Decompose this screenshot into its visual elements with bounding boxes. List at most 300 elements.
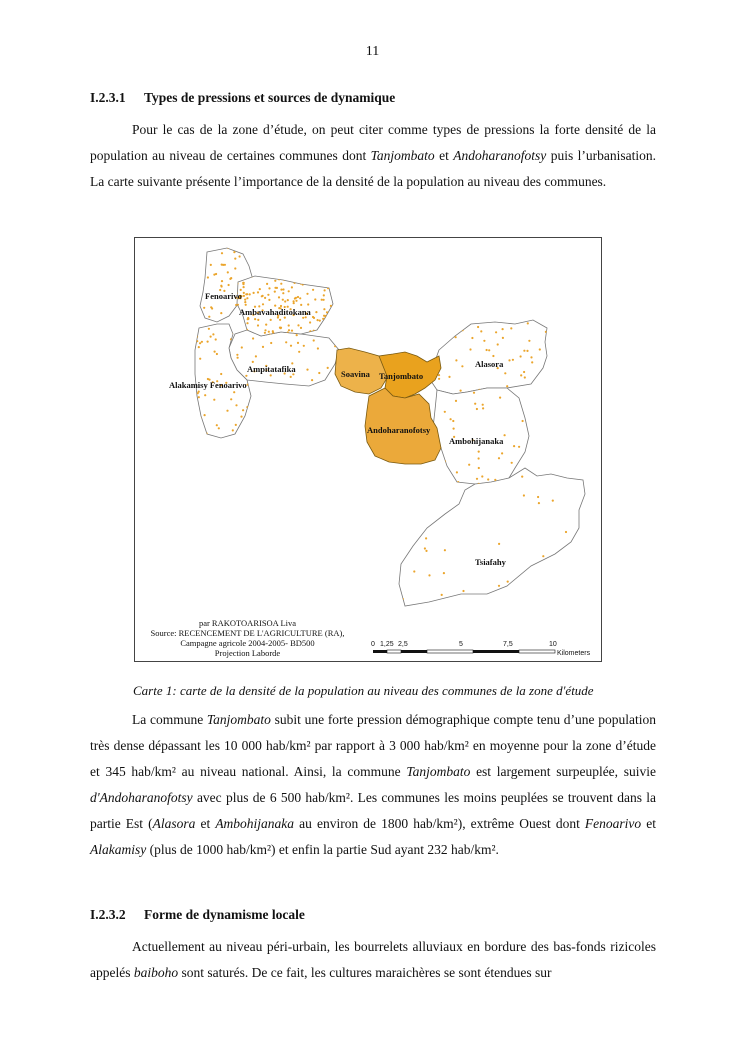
population-dot <box>323 294 325 296</box>
population-dot <box>243 295 245 297</box>
population-dot <box>253 292 255 294</box>
population-dot <box>210 321 212 323</box>
population-dot <box>443 572 445 574</box>
population-dot <box>497 343 499 345</box>
population-dot <box>245 375 247 377</box>
population-dot <box>440 477 442 479</box>
population-dot <box>444 411 446 413</box>
label-andoharanofotsy: Andoharanofotsy <box>367 425 431 435</box>
population-dot <box>254 318 256 320</box>
population-dot <box>278 296 280 298</box>
population-dot <box>300 327 302 329</box>
population-dot <box>312 289 314 291</box>
population-dot <box>270 374 272 376</box>
population-dot <box>429 334 431 336</box>
population-dot <box>331 307 333 309</box>
population-dot <box>282 288 284 290</box>
population-dot <box>296 279 298 281</box>
population-dot <box>528 340 530 342</box>
population-dot <box>311 278 313 280</box>
population-dot <box>506 385 508 387</box>
population-dot <box>306 369 308 371</box>
population-dot <box>322 333 324 335</box>
population-dot <box>425 550 427 552</box>
population-dot <box>424 547 426 549</box>
population-dot <box>233 391 235 393</box>
population-dot <box>529 387 531 389</box>
population-dot <box>482 407 484 409</box>
population-dot <box>511 462 513 464</box>
population-dot <box>460 321 462 323</box>
scale-tick-0: 0 <box>371 641 375 648</box>
population-dot <box>507 581 509 583</box>
population-dot <box>202 263 204 265</box>
population-dot <box>334 327 336 329</box>
population-dot <box>264 329 266 331</box>
population-dot <box>469 348 471 350</box>
population-dot <box>297 324 299 326</box>
population-dot <box>307 303 309 305</box>
population-dot <box>527 386 529 388</box>
population-dot <box>205 249 207 251</box>
population-dot <box>276 287 278 289</box>
population-dot <box>227 321 229 323</box>
population-dot <box>283 276 285 278</box>
population-dot <box>476 478 478 480</box>
population-dot <box>438 374 440 376</box>
population-dot <box>438 342 440 344</box>
population-dot <box>264 332 266 334</box>
population-dot <box>220 312 222 314</box>
population-dot <box>288 324 290 326</box>
population-dot <box>318 372 320 374</box>
population-dot <box>455 359 457 361</box>
population-dot <box>285 341 287 343</box>
population-dot <box>483 340 485 342</box>
label-ampitatafika: Ampitatafika <box>247 364 296 374</box>
population-dot <box>262 303 264 305</box>
population-dot <box>280 327 282 329</box>
population-dot <box>244 301 246 303</box>
label-ambohijanaka: Ambohijanaka <box>449 436 504 446</box>
population-dot <box>571 601 573 603</box>
population-dot <box>478 467 480 469</box>
population-dot <box>409 496 411 498</box>
section-title: Forme de dynamisme locale <box>144 907 305 922</box>
population-dot <box>517 467 519 469</box>
population-dot <box>300 304 302 306</box>
population-dot <box>324 279 326 281</box>
population-dot <box>297 296 299 298</box>
population-dot <box>315 311 317 313</box>
label-ambavahaditokana: Ambavahaditokana <box>239 307 311 317</box>
italic-term: Andoharanofotsy <box>453 148 547 163</box>
population-dot <box>317 347 319 349</box>
population-dot <box>510 327 512 329</box>
population-dot <box>323 332 325 334</box>
population-dot <box>456 471 458 473</box>
density-map <box>134 237 602 662</box>
population-dot <box>255 355 257 357</box>
population-dot <box>542 376 544 378</box>
population-dot <box>233 251 235 253</box>
label-fenoarivo: Fenoarivo <box>205 291 242 301</box>
population-dot <box>321 299 323 301</box>
population-dot <box>299 297 301 299</box>
population-dot <box>501 452 503 454</box>
population-dot <box>495 331 497 333</box>
population-dot <box>524 376 526 378</box>
population-dot <box>313 281 315 283</box>
population-dot <box>565 531 567 533</box>
population-dot <box>523 350 525 352</box>
population-dot <box>287 299 289 301</box>
population-dot <box>313 339 315 341</box>
population-dot <box>199 358 201 360</box>
commune-ampitatafika <box>229 330 339 386</box>
italic-term: baiboho <box>133 965 179 980</box>
population-dot <box>477 326 479 328</box>
population-dot <box>204 394 206 396</box>
population-dot <box>268 331 270 333</box>
population-dot <box>282 299 284 301</box>
population-dot <box>460 390 462 392</box>
population-dot <box>252 361 254 363</box>
population-dot <box>240 416 242 418</box>
population-dot <box>298 351 300 353</box>
population-dot <box>265 274 267 276</box>
population-dot <box>236 322 238 324</box>
population-dot <box>398 513 400 515</box>
population-dot <box>199 421 201 423</box>
population-dot <box>201 341 203 343</box>
population-dot <box>482 404 484 406</box>
population-dot <box>245 293 247 295</box>
map-svg <box>135 238 601 661</box>
population-dot <box>530 356 532 358</box>
population-dot <box>416 474 418 476</box>
population-dot <box>246 322 248 324</box>
population-dot <box>234 258 236 260</box>
population-dot <box>478 457 480 459</box>
population-dot <box>295 297 297 299</box>
label-tanjombato: Tanjombato <box>379 371 424 381</box>
population-dot <box>220 285 222 287</box>
italic-term: d'Andoharanofotsy <box>90 790 193 805</box>
section-number: I.2.3.2 <box>90 907 126 922</box>
italic-term: Ambohijanaka <box>215 816 295 831</box>
population-dot <box>528 468 530 470</box>
population-dot <box>261 382 263 384</box>
population-dot <box>428 574 430 576</box>
scale-tick-3: 5 <box>459 641 463 648</box>
population-dot <box>515 390 517 392</box>
population-dot <box>330 327 332 329</box>
population-dot <box>207 276 209 278</box>
population-dot <box>252 337 254 339</box>
population-dot <box>498 585 500 587</box>
population-dot <box>251 437 253 439</box>
population-dot <box>279 319 281 321</box>
population-dot <box>521 476 523 478</box>
population-dot <box>247 317 249 319</box>
population-dot <box>293 302 295 304</box>
population-dot <box>274 291 276 293</box>
population-dot <box>213 274 215 276</box>
population-dot <box>550 570 552 572</box>
population-dot <box>584 526 586 528</box>
population-dot <box>280 289 282 291</box>
population-dot <box>280 273 282 275</box>
map-credits <box>135 618 360 658</box>
population-dot <box>265 324 267 326</box>
population-dot <box>215 338 217 340</box>
population-dot <box>446 331 448 333</box>
population-dot <box>314 298 316 300</box>
italic-term: Tanjombato <box>370 148 435 163</box>
credit-line: par RAKOTOARISOA Liva <box>198 618 297 628</box>
credit-line: Source: RECENCEMENT DE L'AGRICULTURE (RA), <box>150 628 345 638</box>
population-dot <box>488 349 490 351</box>
population-dot <box>306 293 308 295</box>
population-dot <box>448 376 450 378</box>
population-dot <box>523 494 525 496</box>
population-dot <box>239 255 241 257</box>
population-dot <box>319 320 321 322</box>
population-dot <box>502 337 504 339</box>
population-dot <box>523 319 525 321</box>
scale-tick-4: 7,5 <box>503 641 513 648</box>
population-dot <box>432 602 434 604</box>
population-dot <box>452 328 454 330</box>
population-dot <box>288 290 290 292</box>
population-dot <box>222 264 224 266</box>
population-dot <box>441 318 443 320</box>
population-dot <box>318 282 320 284</box>
scale-tick-2: 2,5 <box>398 641 408 648</box>
population-dot <box>397 547 399 549</box>
population-dot <box>494 479 496 481</box>
population-dot <box>210 306 212 308</box>
population-dot <box>486 349 488 351</box>
page-number: 11 <box>365 44 380 59</box>
label-soavina: Soavina <box>341 369 370 379</box>
population-dot <box>199 315 201 317</box>
population-dot <box>212 333 214 335</box>
population-dot <box>513 445 515 447</box>
section-number: I.2.3.1 <box>90 90 126 105</box>
population-dot <box>237 357 239 359</box>
population-dot <box>230 398 232 400</box>
population-dot <box>243 292 245 294</box>
italic-term: Tanjombato <box>206 712 271 727</box>
population-dot <box>564 472 566 474</box>
population-dot <box>303 345 305 347</box>
population-dot <box>296 278 298 280</box>
population-dot <box>582 517 584 519</box>
population-dot <box>452 420 454 422</box>
population-dot <box>473 392 475 394</box>
population-dot <box>311 379 313 381</box>
population-dot <box>330 311 332 313</box>
population-dot <box>214 351 216 353</box>
population-dot <box>416 467 418 469</box>
population-dot <box>324 289 326 291</box>
population-dot <box>425 537 427 539</box>
population-dot <box>267 275 269 277</box>
population-dot <box>323 299 325 301</box>
population-dot <box>474 403 476 405</box>
population-dot <box>487 478 489 480</box>
population-dot <box>218 427 220 429</box>
population-dot <box>257 319 259 321</box>
population-dot <box>232 429 234 431</box>
population-dot <box>444 549 446 551</box>
population-dot <box>234 267 236 269</box>
population-dot <box>461 365 463 367</box>
population-dot <box>230 277 232 279</box>
population-dot <box>527 322 529 324</box>
population-dot <box>309 321 311 323</box>
population-dot <box>213 399 215 401</box>
population-dot <box>480 330 482 332</box>
population-dot <box>235 404 237 406</box>
population-dot <box>260 387 262 389</box>
population-dot <box>246 297 248 299</box>
population-dot <box>236 354 238 356</box>
population-dot <box>297 342 299 344</box>
population-dot <box>207 341 209 343</box>
population-dot <box>201 264 203 266</box>
label-alasora: Alasora <box>475 359 504 369</box>
population-dot <box>264 297 266 299</box>
population-dot <box>468 464 470 466</box>
population-dot <box>216 353 218 355</box>
population-dot <box>204 414 206 416</box>
population-dot <box>251 260 253 262</box>
commune-tsiafahy <box>399 468 585 606</box>
population-dot <box>539 348 541 350</box>
population-dot <box>413 570 415 572</box>
population-dot <box>270 342 272 344</box>
population-dot <box>317 319 319 321</box>
population-dot <box>542 555 544 557</box>
scale-unit: Kilometers <box>557 650 591 657</box>
population-dot <box>274 280 276 282</box>
population-dot <box>290 376 292 378</box>
population-dot <box>327 367 329 369</box>
population-dot <box>198 346 200 348</box>
population-dot <box>537 496 539 498</box>
population-dot <box>296 334 298 336</box>
population-dot <box>288 329 290 331</box>
population-dot <box>291 286 293 288</box>
credit-line: Campagne agricole 2004-2005- BD500 <box>180 638 315 648</box>
population-dot <box>471 337 473 339</box>
population-dot <box>557 469 559 471</box>
population-dot <box>262 295 264 297</box>
map-caption: Carte 1: carte de la densité de la population au niveau des communes de la zone d'étude <box>133 683 594 698</box>
section-heading-1 <box>90 90 395 106</box>
population-dot <box>242 434 244 436</box>
population-dot <box>198 396 200 398</box>
population-dot <box>291 330 293 332</box>
population-dot <box>323 308 325 310</box>
population-dot <box>268 287 270 289</box>
population-dot <box>296 277 298 279</box>
population-dot <box>220 373 222 375</box>
population-dot <box>262 346 264 348</box>
population-dot <box>476 408 478 410</box>
population-dot <box>267 294 269 296</box>
population-dot <box>499 397 501 399</box>
population-dot <box>251 271 253 273</box>
italic-term: Alakamisy <box>90 842 147 857</box>
population-dot <box>199 342 201 344</box>
population-dot <box>232 321 234 323</box>
population-dot <box>310 277 312 279</box>
credit-line: Projection Laborde <box>214 648 281 658</box>
population-dot <box>450 418 452 420</box>
population-dot <box>268 299 270 301</box>
commune-alasora <box>429 320 547 394</box>
population-dot <box>199 319 201 321</box>
population-dot <box>272 330 274 332</box>
population-dot <box>284 300 286 302</box>
label-alakamisy-fenoarivo: Alakamisy Fenoarivo <box>169 380 247 390</box>
population-dot <box>436 473 438 475</box>
population-dot <box>531 361 533 363</box>
population-dot <box>526 350 528 352</box>
population-dot <box>243 286 245 288</box>
population-dot <box>481 475 483 477</box>
population-dot <box>498 543 500 545</box>
paragraph-density: La commune Tanjombato subit une forte pression démographique compte tenu d’une population très dense dépassant les 10 000 hab/km² par rapport à 3 000 hab/km² en moyenne pour la zone d’étude et 345 hab/km² au niveau national. Ainsi, la commune Tanjombato est largement surpeuplée, suivie d'Andoharanofotsy avec plus de 6 500 hab/km². Les communes les moins peuplées se trouvent dans la partie Est (Alasora et Ambohijanaka au environ de 1800 hab/km²), extrême Ouest dont Fenoarivo et Alakamisy (plus de 1000 hab/km²) et enfin la partie Sud ayant 232 hab/km². <box>90 712 657 857</box>
population-dot <box>266 283 268 285</box>
population-dot <box>512 359 514 361</box>
population-dot <box>522 420 524 422</box>
population-dot <box>235 320 237 322</box>
population-dot <box>244 299 246 301</box>
population-dot <box>295 300 297 302</box>
population-dot <box>438 378 440 380</box>
population-dot <box>201 280 203 282</box>
population-dot <box>216 424 218 426</box>
population-dot <box>538 502 540 504</box>
population-dot <box>455 336 457 338</box>
population-dot <box>319 275 321 277</box>
population-dot <box>312 316 314 318</box>
population-dot <box>257 291 259 293</box>
population-dot <box>429 344 431 346</box>
population-dot <box>520 355 522 357</box>
population-dot <box>242 409 244 411</box>
population-dot <box>242 328 244 330</box>
population-dot <box>290 345 292 347</box>
population-dot <box>440 472 442 474</box>
population-dot <box>203 307 205 309</box>
population-dot <box>195 414 197 416</box>
population-dot <box>409 531 411 533</box>
population-dot <box>502 328 504 330</box>
population-dot <box>245 304 247 306</box>
population-dot <box>457 484 459 486</box>
population-dot <box>273 275 275 277</box>
population-dot <box>208 328 210 330</box>
population-dot <box>523 371 525 373</box>
population-dot <box>320 386 322 388</box>
population-dot <box>227 271 229 273</box>
